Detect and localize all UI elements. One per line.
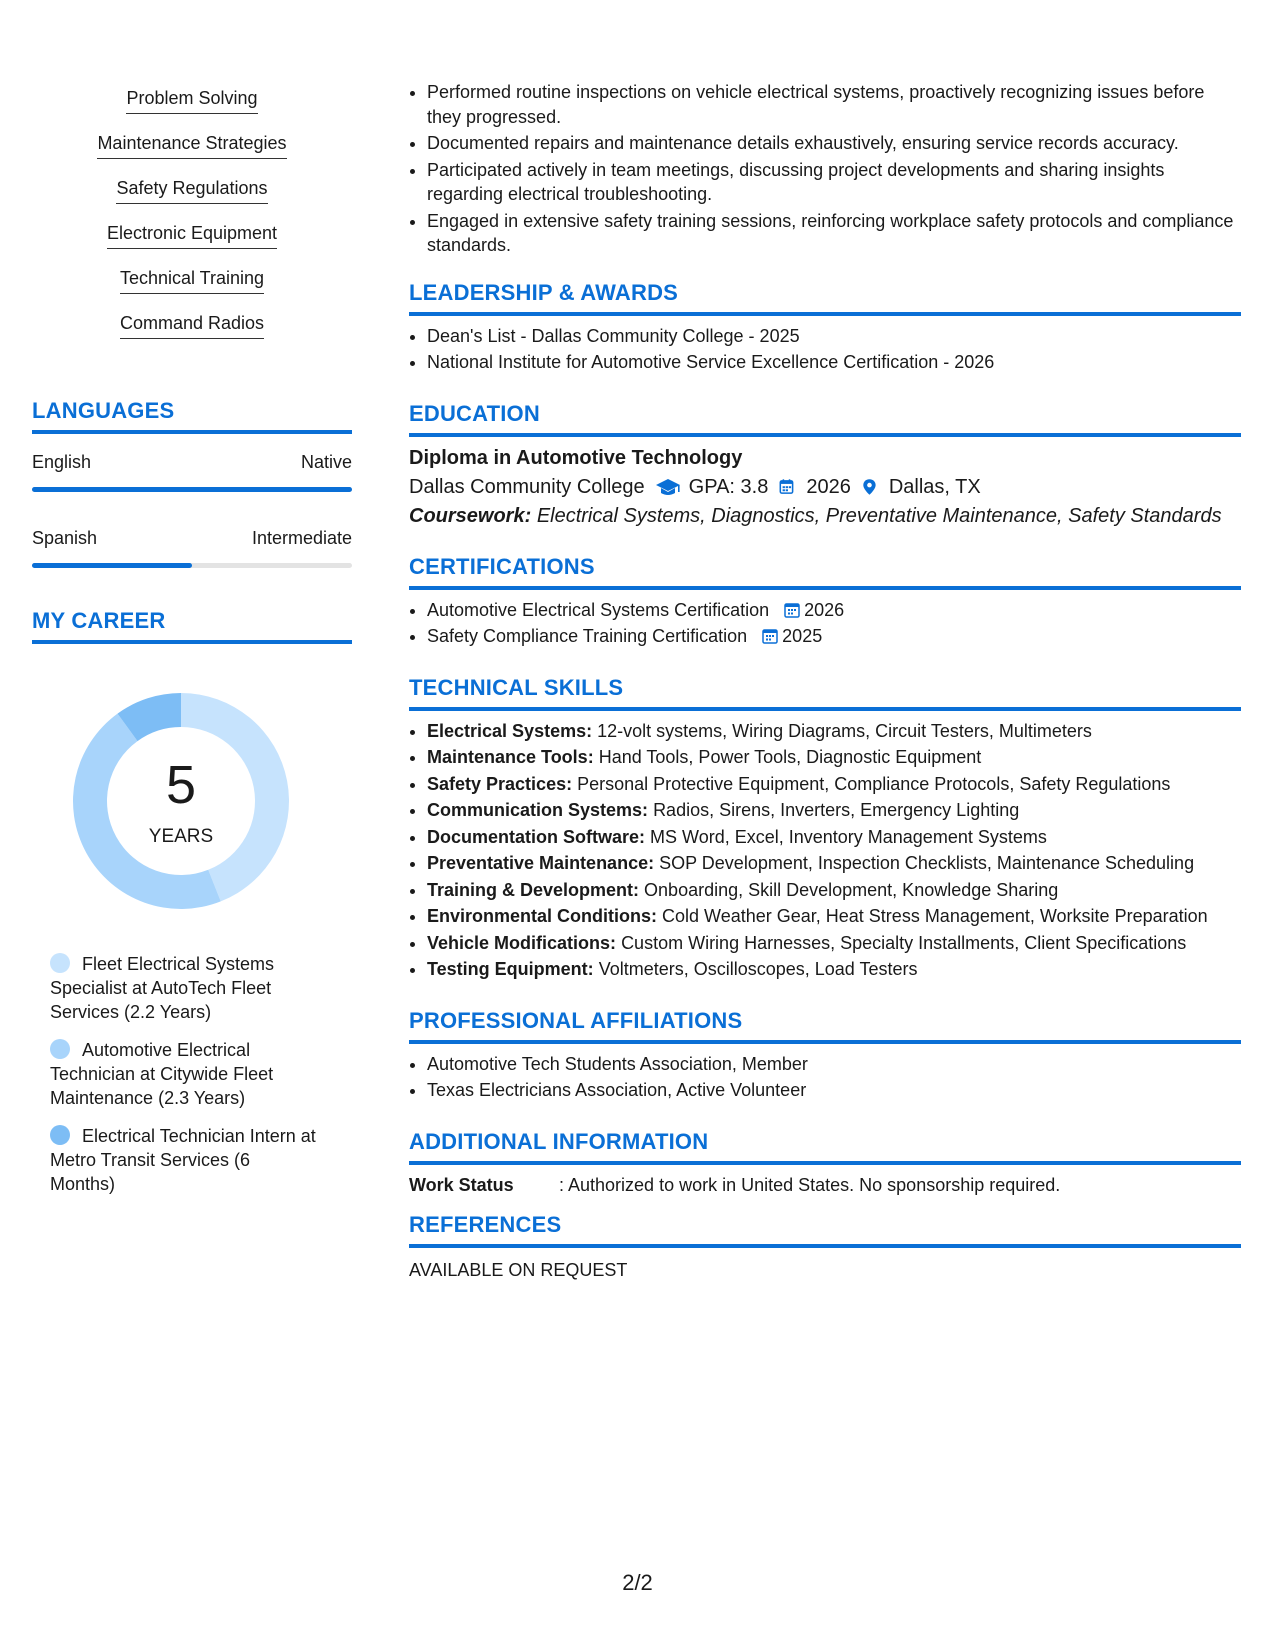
school-name: Dallas Community College xyxy=(409,475,645,498)
affiliation-item: • Texas Electricians Association, Active Volunteer xyxy=(427,1078,1241,1103)
legend-dot xyxy=(50,1039,70,1059)
tech-skill-item: • Environmental Conditions: Cold Weather Gear, Heat Stress Management, Worksite Preparation xyxy=(427,904,1241,929)
degree: Diploma in Automotive Technology xyxy=(409,446,743,469)
language-level: Native xyxy=(300,452,352,472)
career-item: Automotive Electrical Technician at Citywide Fleet Maintenance (2.3 Years) xyxy=(50,1040,274,1108)
skill-item: Technical Training xyxy=(32,260,352,305)
right-column xyxy=(409,80,1241,1281)
leadership-section xyxy=(409,280,1241,375)
work-status-value: : Authorized to work in United States. No sponsorship required. xyxy=(559,1174,1061,1195)
leadership-title: LEADERSHIP & AWARDS xyxy=(409,280,1241,316)
language-item xyxy=(32,452,352,492)
gpa: GPA: 3.8 xyxy=(688,475,769,498)
career-item: Electrical Technician Intern at Metro Transit Services (6 Months) xyxy=(50,1126,316,1194)
education-location: Dallas, TX xyxy=(888,475,981,498)
work-status-label: Work Status xyxy=(409,1174,514,1195)
award-item: • National Institute for Automotive Service Excellence Certification - 2026 xyxy=(427,350,1241,375)
languages-title: LANGUAGES xyxy=(32,398,352,434)
affiliation-item: • Automotive Tech Students Association, Member xyxy=(427,1052,1241,1077)
coursework-label: Coursework: xyxy=(409,504,532,527)
tech-skill-item: • Preventative Maintenance: SOP Development, Inspection Checklists, Maintenance Scheduling xyxy=(427,851,1241,876)
career-legend xyxy=(50,952,320,1196)
calendar-icon xyxy=(762,628,778,644)
education-year: 2026 xyxy=(806,475,851,498)
language-bar xyxy=(32,487,352,492)
technical-skills-title: TECHNICAL SKILLS xyxy=(409,675,1241,711)
language-item xyxy=(32,528,352,568)
certifications-title: CERTIFICATIONS xyxy=(409,554,1241,590)
tech-skill-item: • Communication Systems: Radios, Sirens, Inverters, Emergency Lighting xyxy=(427,798,1241,823)
skill-item: Maintenance Strategies xyxy=(32,125,352,170)
tech-skill-item: • Training & Development: Onboarding, Skill Development, Knowledge Sharing xyxy=(427,878,1241,903)
page-number: 2/2 xyxy=(622,1570,653,1595)
career-title: MY CAREER xyxy=(32,608,352,644)
coursework-text: Electrical Systems, Diagnostics, Preventative Maintenance, Safety Standards xyxy=(536,504,1222,527)
experience-bullet: • Participated actively in team meetings, discussing project developments and sharing insights regarding electrical troubleshooting. xyxy=(427,158,1241,207)
affiliations-section xyxy=(409,1008,1241,1103)
left-column xyxy=(32,80,352,1210)
legend-dot xyxy=(50,953,70,973)
career-item: Fleet Electrical Systems Specialist at AutoTech Fleet Services (2.2 Years) xyxy=(50,954,275,1022)
location-pin-icon xyxy=(861,476,881,498)
tech-skill-item: • Safety Practices: Personal Protective Equipment, Compliance Protocols, Safety Regulations xyxy=(427,772,1241,797)
language-name: English xyxy=(32,452,92,472)
skill-item: Problem Solving xyxy=(32,80,352,125)
tech-skill-item: • Electrical Systems: 12-volt systems, Wiring Diagrams, Circuit Testers, Multimeters xyxy=(427,719,1241,744)
calendar-icon xyxy=(784,602,800,618)
skills-list xyxy=(32,80,352,350)
award-item: • Dean's List - Dallas Community College - 2025 xyxy=(427,324,1241,349)
calendar-icon xyxy=(778,476,798,498)
language-level: Intermediate xyxy=(251,528,352,548)
skill-item: Electronic Equipment xyxy=(32,215,352,260)
education-title: EDUCATION xyxy=(409,401,1241,437)
tech-skill-item: • Testing Equipment: Voltmeters, Oscilloscopes, Load Testers xyxy=(427,957,1241,982)
experience-bullet: • Performed routine inspections on vehicle electrical systems, proactively recognizing issues before they progressed. xyxy=(427,80,1241,129)
affiliations-title: PROFESSIONAL AFFILIATIONS xyxy=(409,1008,1241,1044)
experience-bullet: • Documented repairs and maintenance details exhaustively, ensuring service records accuracy. xyxy=(427,131,1241,156)
tech-skill-item: • Vehicle Modifications: Custom Wiring Harnesses, Specialty Installments, Client Specifications xyxy=(427,931,1241,956)
references-text: AVAILABLE ON REQUEST xyxy=(409,1259,628,1280)
certification-item: • Automotive Electrical Systems Certification 2026 xyxy=(427,598,1241,623)
career-total-unit: YEARS xyxy=(148,826,214,847)
certification-item: • Safety Compliance Training Certification 2025 xyxy=(427,624,1241,649)
technical-skills-section xyxy=(409,675,1241,982)
tech-skill-item: • Maintenance Tools: Hand Tools, Power Tools, Diagnostic Equipment xyxy=(427,745,1241,770)
language-bar xyxy=(32,563,352,568)
additional-section xyxy=(409,1129,1241,1196)
language-name: Spanish xyxy=(32,528,98,548)
languages-list xyxy=(32,452,352,568)
references-title: REFERENCES xyxy=(409,1212,1241,1248)
graduation-cap-icon xyxy=(655,476,681,498)
additional-title: ADDITIONAL INFORMATION xyxy=(409,1129,1241,1165)
career-donut-chart xyxy=(66,686,296,916)
certifications-section xyxy=(409,554,1241,649)
skill-item: Safety Regulations xyxy=(32,170,352,215)
education-section xyxy=(409,401,1241,528)
tech-skill-item: • Documentation Software: MS Word, Excel, Inventory Management Systems xyxy=(427,825,1241,850)
experience-bullet: • Engaged in extensive safety training sessions, reinforcing workplace safety protocols and compliance standards. xyxy=(427,209,1241,258)
experience-bullets xyxy=(409,80,1241,258)
references-section xyxy=(409,1212,1241,1281)
legend-dot xyxy=(50,1125,70,1145)
coursework xyxy=(409,505,1241,528)
career-total-years: 5 xyxy=(165,755,197,815)
skill-item: Command Radios xyxy=(32,305,352,350)
